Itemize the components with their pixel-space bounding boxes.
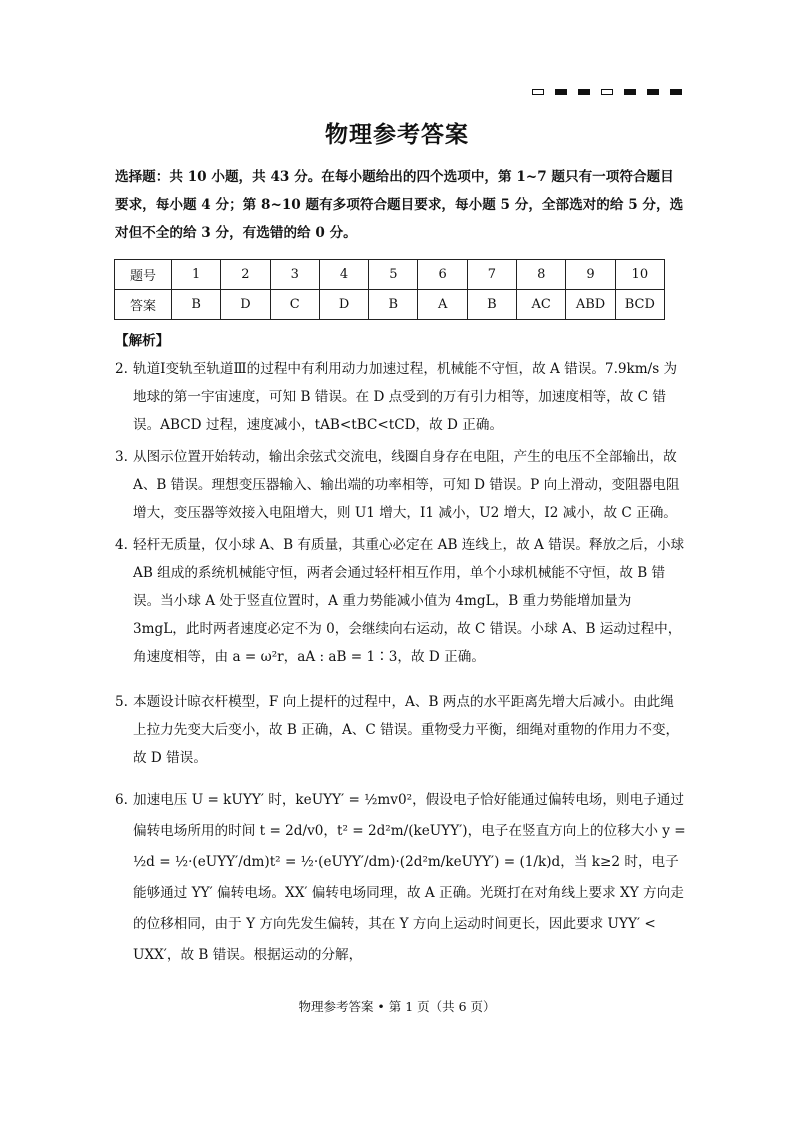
mark-solid [624, 89, 636, 95]
explanation-item-4 [115, 531, 687, 671]
intro-text: 选择题：共 10 小题，共 43 分。在每小题给出的四个选项中，第 1~7 题只有一项符合题目要求，每小题 4 分；第 8~10 题有多项符合题目要求，每小题 5 分，全部选对的给 5 分，选对但不全的给 3 分，有选错的给 0 分。 [115, 169, 684, 241]
answer-cell: C [270, 290, 319, 320]
item-number: 3. [115, 449, 128, 465]
item-number: 2. [115, 361, 128, 377]
answer-table [114, 259, 665, 320]
mark-solid [555, 89, 567, 95]
answer-cell: B [172, 290, 221, 320]
question-number: 5 [369, 260, 418, 290]
answer-cell: D [319, 290, 368, 320]
question-number: 7 [467, 260, 516, 290]
question-number: 3 [270, 260, 319, 290]
answer-cell: ABD [566, 290, 615, 320]
question-number: 6 [418, 260, 467, 290]
answer-cell: A [418, 290, 467, 320]
page-title: 物理参考答案 [325, 121, 469, 148]
row-label: 题号 [115, 260, 172, 290]
item-text: 本题设计晾衣杆模型，F 向上提杆的过程中，A、B 两点的水平距离先增大后减小。由此绳上拉力先变大后变小，故 B 正确，A、C 错误。重物受力平衡，细绳对重物的作用力不变，故 D 错误。 [133, 694, 680, 766]
mark-solid [578, 89, 590, 95]
section-heading: 【解析】 [115, 333, 170, 349]
question-number: 9 [566, 260, 615, 290]
item-text: 从图示位置开始转动，输出余弦式交流电，线圈自身存在电阻，产生的电压不全部输出，故 A、B 错误。理想变压器输入、输出端的功率相等，可知 D 错误。P 向上滑动，变阻器电阻增大，变压器等效接入电阻增大，则 U1 增大，I1 减小，U2 增大，I2 减小，故 C 正确。 [133, 449, 680, 521]
explanation-item-2 [115, 355, 687, 439]
answer-cell: BCD [615, 290, 664, 320]
answer-cell: B [467, 290, 516, 320]
item-text: 轻杆无质量，仅小球 A、B 有质量，其重心必定在 AB 连线上，故 A 错误。释放之后，小球 AB 组成的系统机械能守恒，两者会通过轻杆相互作用，单个小球机械能不守恒，故 B 错误。当小球 A 处于竖直位置时，A 重力势能减小值为 4mgL，B 重力势能增加量为 3mgL，此时两者速度必定不为 0，会继续向右运动，故 C 错误。小球 A、B 运动过程中，角速度相等，由 a = ω²r，aA : aB = 1∶3，故 D 正确。 [133, 537, 685, 665]
mark-hollow [532, 89, 544, 95]
mark-hollow [601, 89, 613, 95]
question-number: 10 [615, 260, 664, 290]
item-text: 轨道Ⅰ变轨至轨道Ⅲ的过程中有利用动力加速过程，机械能不守恒，故 A 错误。7.9km/s 为地球的第一宇宙速度，可知 B 错误。在 D 点受到的万有引力相等，加速度相等，故 C 错误。ABCD 过程，速度减小，tAB<tBC<tCD，故 D 正确。 [133, 361, 678, 433]
page-footer: 物理参考答案 • 第 1 页（共 6 页） [298, 999, 496, 1014]
item-number: 5. [115, 694, 128, 710]
answer-cell: D [221, 290, 270, 320]
table-row [115, 260, 665, 290]
answer-cell: B [369, 290, 418, 320]
item-number: 6. [115, 792, 128, 808]
row-label: 答案 [115, 290, 172, 320]
explanation-item-6 [115, 785, 687, 971]
question-number: 8 [517, 260, 566, 290]
question-number: 1 [172, 260, 221, 290]
item-number: 4. [115, 537, 128, 553]
question-number: 2 [221, 260, 270, 290]
table-row [115, 290, 665, 320]
mark-solid [670, 89, 682, 95]
item-text: 加速电压 U = kUYY′ 时，keUYY′ = ½mv0²，假设电子恰好能通过偏转电场，则电子通过偏转电场所用的时间 t = 2d/v0，t² = 2d²m/(keUYY′)，电子在竖直方向上的位移大小 y = ½d = ½·(eUYY′/dm)t² = ½·(eUYY′/dm)·(2d²m/keUYY′) = (1/k)d，当 k≥2 时，电子能够通过 YY′ 偏转电场。XX′ 偏转电场同理，故 A 正确。光斑打在对角线上要求 XY 方向走的位移相同，由于 Y 方向先发生偏转，其在 Y 方向上运动时间更长，因此要求 UYY′ < UXX′，故 B 错误。根据运动的分解， [133, 792, 686, 963]
mark-solid [647, 89, 659, 95]
question-number: 4 [319, 260, 368, 290]
explanation-item-5 [115, 688, 687, 772]
answer-cell: AC [517, 290, 566, 320]
header-marks [532, 89, 682, 95]
explanation-item-3 [115, 443, 687, 527]
